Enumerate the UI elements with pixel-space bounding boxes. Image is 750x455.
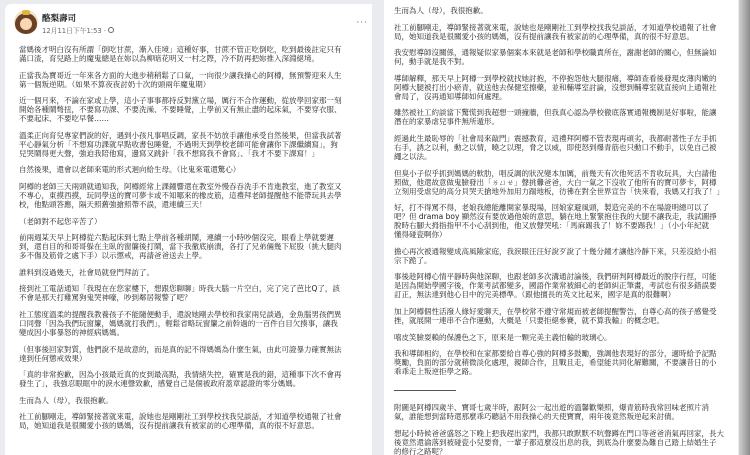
paragraph-line: 不專心，東摸西摸，玩同學送的寶可夢卡或不知哪來的橡皮筋，這禮拜老師提醒他不能帶玩具去學 [19, 190, 342, 200]
paragraph-line: 立刻用受虐兒的高分貝哭天搶地外加用力踹地板，彷彿在對全世界宣告「快來看，我媽又打我了！」 [394, 186, 724, 196]
post-paragraph [19, 396, 342, 405]
paragraph-line: 潛在的家暴虐兒事件無所遁形。 [394, 117, 499, 127]
post-paragraph [394, 247, 724, 265]
paragraph-line: 懂得碰瓷啊你） [394, 230, 447, 240]
paragraph-line: 多不傷及筋骨之處下手）以示懲戒，再請爸爸送去上學。 [19, 251, 207, 261]
paragraph-line: 生而為人（母），我很抱歉。 [19, 395, 113, 405]
paragraph-line: 校，他點頭答應，隔天照舊強搶照帶不誤，還連續三天！ [19, 199, 207, 209]
paragraph-line: 繩之以法。 [394, 151, 432, 161]
post-paragraph [19, 412, 342, 430]
paragraph-line: 雖然被社工約談當下驚慌到我超想一頭撞牆，但我真心認為學校徹底落實通報機制是好事啦，能讓 [394, 108, 717, 118]
paragraph-line: （但事後回家對質，他們說不是故意的，而是真的記不得媽媽為什麼生氣，由此可證暴力確實無法 [19, 344, 342, 354]
post-paragraph [394, 333, 724, 342]
paragraph-line: 不要起床、不要吃早餐…… [19, 114, 109, 124]
paragraph-line: 但臭小子似乎抓到媽媽的軟肋，唱反調的狀況變本加厲，前幾天有次他死活不肯收玩具，大白請他 [394, 168, 717, 178]
paragraph-line: 的修行之路呢？ [394, 446, 447, 455]
paragraph-line: 口同聲「因為我們玩窗簾，媽媽就打我們」，輕鬆省略玩窗簾之前幹過的一百件白目欠揍事，讓我 [19, 318, 338, 328]
paragraph-line: 滿口渣，育兒路上的魔鬼總是在妳以為柳暗花明又一村之際，冷不防再把妳推入深淵絕境。 [19, 54, 319, 63]
paragraph-line: （老師對不起您辛苦了） [19, 216, 102, 226]
facebook-post-card [5, 4, 372, 455]
post-paragraph [19, 96, 342, 123]
section-divider [394, 390, 456, 391]
paragraph-line: 溫柔正向育兒專家們說的好，遇到小孩凡事唱反調，家長不妨放手讓他承受自然後果，但當我試著 [19, 130, 342, 140]
paragraph-line: 不會是那天打雞罵狗鬼哭神嚎，吵到鄰居報警了吧？ [19, 293, 192, 303]
post-paragraph [394, 74, 724, 101]
paragraph-line: 導師解釋，那天早上阿樽一到學校就找她討抱，不停抱怨他大腿很痛，導師查看後發現皮薄肉嫩的 [394, 73, 717, 83]
paragraph-line: 發生了」，我強忍眼眶中的淚水連聲致歉，感覺自己是個被政府蓋章認證的零分媽媽。 [19, 379, 301, 389]
paragraph-line: 擔心再次被通報變成高風險家庭，我淚眼汪汪好說歹說了十幾分鐘才讓他冷靜下來，只差沒給小祖 [394, 246, 717, 256]
more-options-button[interactable]: ··· [356, 18, 368, 28]
post-paragraph [394, 169, 724, 196]
paragraph-line: 第一個叛逆期。（如果不算夜夜討奶十次的頭兩年魔鬼期） [19, 79, 211, 89]
right-main-text [394, 6, 724, 376]
post-paragraph [394, 23, 724, 41]
paragraph-line: 近一個月來，不論在家或上學，這小子事事都持反對黨立場，厲行不合作運動，從放學回家那一刻 [19, 96, 342, 106]
paragraph-line: 社工前腳剛走，導師緊接著就來電，說她也是剛剛社工到學校找我兒談話，才知道學校通報了社會 [394, 22, 717, 32]
paragraph-line: 自然後果，還會以老師來電的形式迴向給生母。（比鬼來電還驚心） [19, 165, 241, 175]
paragraph-line: 誰料到沒過幾天，社會局就登門拜訪了。 [19, 267, 154, 277]
post-paragraph [394, 48, 724, 66]
post-paragraph [394, 108, 724, 126]
paragraph-line: 加上阿樽個性活潑人緣好愛聊天，在學校常不遵守常規而被老師提醒警告，自尊心高的孩子感覺受 [394, 306, 717, 316]
post-paragraph [19, 131, 342, 158]
post-timestamp[interactable] [42, 25, 114, 35]
right-afterword-text [394, 403, 724, 455]
post-paragraph [394, 134, 724, 161]
paragraph-line: 嘻皮笑臉耍賴的保護色之下，原來是一顆完美主義怕輸的玻璃心。 [394, 332, 612, 342]
avatar-face [20, 18, 32, 30]
paragraph-line: 達到任何懲戒效果） [19, 353, 87, 363]
author-name[interactable]: 酪梨壽司 [42, 14, 77, 24]
post-paragraph [394, 403, 724, 421]
post-paragraph [394, 429, 724, 455]
paragraph-line: 正當我為寶哥近一年來各方面的大進步稍稍鬆了口氣，一向很少讓我操心的阿樽，無預警迎來人生 [19, 70, 342, 80]
paragraph-line: 脫時右腳大拇指指甲不小心刮到他，他又放聲哭吼：「馬麻踢我了！妳不要踢我！」（小小年紀就 [394, 221, 709, 231]
paragraph-line: 阿樽的老師三天兩頭就通知我，阿樽經常上課鐘響還在教室外慢吞吞洗手不肯進教室，進了教室又 [19, 181, 342, 191]
post-paragraph [19, 165, 342, 174]
post-paragraph [394, 349, 724, 376]
post-paragraph [19, 71, 342, 89]
post-body-part-1 [19, 45, 342, 438]
post-paragraph [19, 284, 342, 302]
paragraph-line: 社工態度溫柔的提醒我教養孩子不能隨便動手，還說她剛去學校和我家兩兒談過，金魚腦男孩們異 [19, 309, 342, 319]
post-paragraph [394, 307, 724, 325]
paragraph-line: 生而為人（母），我很抱歉。 [394, 6, 488, 15]
paragraph-line: 局，她知道我是很關愛小孩的媽媽，沒有提前讓我有被家訪的心理準備，真的很不好意思。 [394, 31, 694, 41]
paragraph-line: 我和導師相約，在學校和在家都要給自尊心強的阿樽多鼓勵，強調他表現好的部分，適時給予記點 [394, 349, 717, 359]
author-avatar[interactable] [14, 10, 38, 34]
paragraph-line: 社工前腳剛走，導師緊接著就來電，說她也是剛剛社工到學校找我兒談話，才知道學校通報了社會 [19, 412, 342, 422]
paragraph-line: 氣，誰能想到當時還那麼乖巧聽話不用我操心的天使寶寶，兩年後竟然叛逆起來討債。 [394, 412, 679, 422]
post-body-part-2 [394, 6, 724, 455]
paragraph-line: 阿樽大腿被打出小瘀青，就送他去保健室擦藥，並和輔導室討論，沒想到輔導室就直接向上通報社 [394, 82, 717, 92]
paragraph-line: 照做，他還故意做鬼臉發出「ㄌㄩㄝ」聲挑釁爸爸，大白一氣之下沒收了他所有的寶可夢卡，阿樽 [394, 177, 717, 187]
paragraph-line: 是因為開始學國字後，作業考試都變多，國語作業常被細心的老師糾正筆畫，考試也有很多錯誤要 [394, 281, 717, 291]
paragraph-line: 事後趁阿樽心情平靜時與他深聊，也跟老師多次溝通討論後，我們研判阿樽最近的脫序行徑，可能 [394, 272, 717, 282]
post-paragraph [394, 203, 724, 239]
paragraph-line: 「真的非常抱歉，因為小孩最近真的皮到最高點，我情緒失控，確實是我的錯，這種事下次不會再 [19, 370, 342, 380]
post-paragraph [19, 45, 342, 63]
paragraph-line: 挫，就展開一連串不合作運動，大概是「只要拒絕參賽，就不算我輸」的概念吧。 [394, 315, 664, 325]
window-edge [739, 0, 750, 455]
paragraph-line: 到，還自目的和哥哥躲在主臥的窗簾後打鬧，當下我徹底崩潰，各打了兄弟倆幾下屁股（挑大腿肉 [19, 242, 342, 252]
avatar-bow [22, 10, 30, 15]
paragraph-line: 變成因小事暴怒的神經病媽媽。 [19, 327, 124, 337]
post-paragraph [394, 6, 724, 15]
paragraph-line: 兒哭鬧得更大聲，強迫我陪他寫，邊寫又跳針「我不想寫我不會寫」、「我才不要下課寫！」 [19, 148, 319, 158]
post-paragraph [19, 345, 342, 363]
paragraph-line: 開始各種鬧彆扭，不要寫功課、不要洗澡、不要睡覺，上學前又有無止盡的起床氣，不要穿衣服、 [19, 105, 342, 115]
paragraph-line: 何，動手就是我不對。 [394, 57, 469, 67]
paragraph-line: 想起小時候爸爸盛怒之下晚上把我趕出家門，我都只敢默默不吭聲蹲在門口等爸爸消氣再回家，長大 [394, 428, 724, 438]
paragraph-line: 獎勵，負面的部分就稍微淡化處理，親師合作，且戰且走，希望能共同化解難關，不要讓昔日的小 [394, 358, 717, 368]
paragraph-line: 後竟然還淪落到被碰瓷小兒要脅，一輩子都這麼沒出息的我，到底為什麼要為難自己踏上結婚生子 [394, 437, 717, 447]
paragraph-line: 附圖是阿樽四歲半、寶哥七歲半時，跟阿公一起出遊的溫馨歡樂照，爆青筋時我常回味老照片消 [394, 403, 709, 413]
paragraph-line: 右手，誘之以利，動之以情，曉之以理，脅之以威，即使怒到爆青筋也只動口不動手，以免自己被 [394, 142, 717, 152]
paragraph-line: 平心靜氣分析「不想寫功課就早點收書包睡覺，不過明天到學校老師可能會讓你下課繼續寫」，狗 [19, 139, 338, 149]
post-paragraph [19, 233, 342, 260]
paragraph-line: 好，打不得罵不得，老娘我總能離開家暴現場，回娘家避風頭，製造完美的不在場證明總可以了 [394, 203, 709, 213]
paragraph-line: 宗下跪了。 [394, 255, 432, 265]
post-paragraph [19, 182, 342, 209]
post-paragraph [394, 272, 724, 299]
paragraph-line: 吧？但 drama boy 顯然沒有要放過他娘的意思，躺在地上緊緊抱住我的大腿不讓我走，我試圖掙 [394, 212, 717, 222]
post-paragraph [19, 370, 342, 388]
paragraph-line: 會局了，沒再通知導師如何處理。 [394, 91, 507, 101]
paragraph-line: 當媽後才明白沒有所謂「倒吃甘蔗，漸入佳境」這種好事，甘蔗不管正吃倒吃，吃到最後註定只有 [19, 45, 342, 54]
paragraph-line: 我安慰導師沒關係，通報疑似家暴個案本來就是老師和學校職責所在，謝謝老師的關心，但無論如 [394, 48, 717, 58]
paragraph-line: 前兩週某天早上阿樽從六點起床到七點上學前各種胡鬧，連續一小時吵個沒完，眼看上學就要遲 [19, 233, 334, 243]
globe-icon [108, 27, 114, 33]
paragraph-line: 經過此生最恥辱的「社會局來敲門」震撼教育，這禮拜阿樽不管表現再頑劣，我都耐著性子左手抓 [394, 133, 717, 143]
post-paragraph [19, 310, 342, 337]
post-continuation-card [384, 0, 738, 455]
post-paragraph [19, 217, 342, 226]
paragraph-line: 接到社工電話通知「我現在在您家樓下，想跟您聊聊」時我大腦一片空白，完了完了芭比Q了，該 [19, 284, 340, 294]
paragraph-line: 乖乖走上叛逆拒學之路。 [394, 367, 477, 377]
post-paragraph [19, 268, 342, 277]
paragraph-line: 局，她知道我是很關愛小孩的媽媽，沒有提前讓我有被家訪的心理準備，真的很不好意思。 [19, 421, 319, 431]
timestamp-text: 12月11日下午1:53 · [42, 27, 107, 35]
paragraph-line: 訂正，無法達到他心目中的完美標準。（跟他擅長的英文比起來，國字是真的很難啊） [394, 290, 676, 300]
